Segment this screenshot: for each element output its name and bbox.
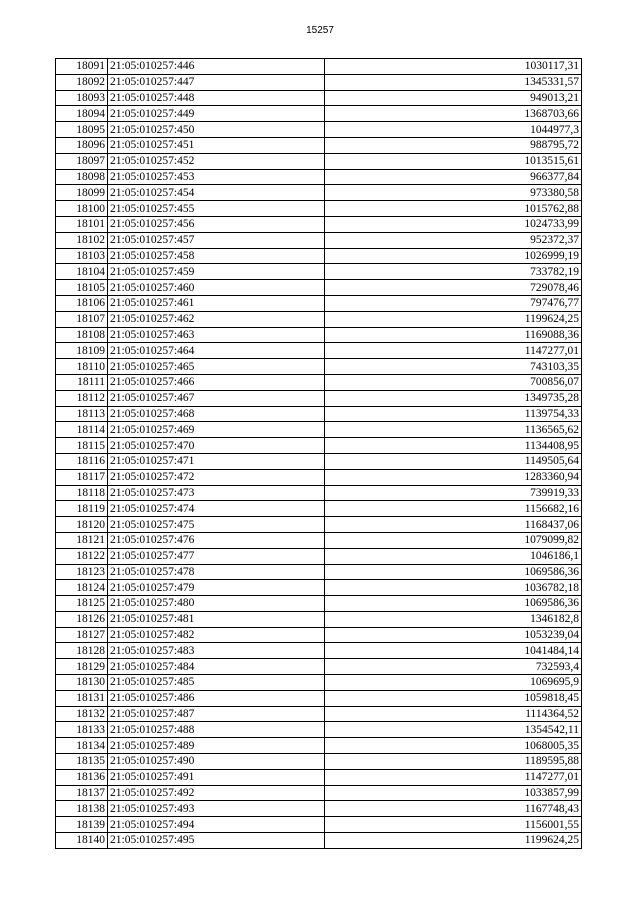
table-row <box>56 596 582 612</box>
cadastral-value-cell: 729078,46 <box>325 280 582 296</box>
table-row <box>56 406 582 422</box>
cadastral-number-cell: 21:05:010257:488 <box>108 722 325 738</box>
cadastral-value-cell: 1199624,25 <box>325 833 582 849</box>
cadastral-value-cell: 949013,21 <box>325 90 582 106</box>
cadastral-value-cell: 1169088,36 <box>325 327 582 343</box>
cadastral-number-cell: 21:05:010257:463 <box>108 327 325 343</box>
row-number-cell: 18103 <box>56 248 108 264</box>
cadastral-value-cell: 1079099,82 <box>325 532 582 548</box>
cadastral-number-cell: 21:05:010257:483 <box>108 643 325 659</box>
row-number-cell: 18109 <box>56 343 108 359</box>
table-row <box>56 754 582 770</box>
table-row <box>56 264 582 280</box>
row-number-cell: 18137 <box>56 785 108 801</box>
cadastral-number-cell: 21:05:010257:473 <box>108 485 325 501</box>
row-number-cell: 18094 <box>56 106 108 122</box>
row-number-cell: 18125 <box>56 596 108 612</box>
row-number-cell: 18101 <box>56 216 108 232</box>
cadastral-value-cell: 973380,58 <box>325 185 582 201</box>
cadastral-number-cell: 21:05:010257:460 <box>108 280 325 296</box>
cadastral-number-cell: 21:05:010257:469 <box>108 422 325 438</box>
table-row <box>56 90 582 106</box>
row-number-cell: 18126 <box>56 611 108 627</box>
row-number-cell: 18121 <box>56 532 108 548</box>
cadastral-number-cell: 21:05:010257:479 <box>108 580 325 596</box>
cadastral-value-table <box>55 58 582 849</box>
cadastral-number-cell: 21:05:010257:478 <box>108 564 325 580</box>
row-number-cell: 18092 <box>56 74 108 90</box>
cadastral-value-cell: 1030117,31 <box>325 59 582 75</box>
row-number-cell: 18093 <box>56 90 108 106</box>
row-number-cell: 18097 <box>56 153 108 169</box>
cadastral-number-cell: 21:05:010257:493 <box>108 801 325 817</box>
table-row <box>56 169 582 185</box>
table-row <box>56 580 582 596</box>
row-number-cell: 18135 <box>56 754 108 770</box>
cadastral-number-cell: 21:05:010257:491 <box>108 769 325 785</box>
table-row <box>56 564 582 580</box>
cadastral-value-cell: 1346182,8 <box>325 611 582 627</box>
cadastral-value-cell: 1167748,43 <box>325 801 582 817</box>
cadastral-number-cell: 21:05:010257:456 <box>108 216 325 232</box>
cadastral-number-cell: 21:05:010257:492 <box>108 785 325 801</box>
row-number-cell: 18100 <box>56 201 108 217</box>
table-row <box>56 453 582 469</box>
cadastral-number-cell: 21:05:010257:484 <box>108 659 325 675</box>
cadastral-number-cell: 21:05:010257:495 <box>108 833 325 849</box>
table-row <box>56 216 582 232</box>
cadastral-number-cell: 21:05:010257:466 <box>108 374 325 390</box>
cadastral-number-cell: 21:05:010257:467 <box>108 390 325 406</box>
cadastral-value-cell: 1046186,1 <box>325 548 582 564</box>
table-row <box>56 469 582 485</box>
row-number-cell: 18099 <box>56 185 108 201</box>
table-row <box>56 517 582 533</box>
table-row <box>56 59 582 75</box>
table-row <box>56 295 582 311</box>
cadastral-number-cell: 21:05:010257:476 <box>108 532 325 548</box>
table-row <box>56 122 582 138</box>
cadastral-number-cell: 21:05:010257:446 <box>108 59 325 75</box>
table-row <box>56 706 582 722</box>
row-number-cell: 18104 <box>56 264 108 280</box>
row-number-cell: 18140 <box>56 833 108 849</box>
table-row <box>56 643 582 659</box>
row-number-cell: 18102 <box>56 232 108 248</box>
row-number-cell: 18111 <box>56 374 108 390</box>
cadastral-number-cell: 21:05:010257:474 <box>108 501 325 517</box>
cadastral-value-cell: 1147277,01 <box>325 769 582 785</box>
cadastral-number-cell: 21:05:010257:457 <box>108 232 325 248</box>
table-row <box>56 311 582 327</box>
table-row <box>56 137 582 153</box>
table-row <box>56 343 582 359</box>
row-number-cell: 18133 <box>56 722 108 738</box>
cadastral-value-cell: 1033857,99 <box>325 785 582 801</box>
cadastral-value-cell: 700856,07 <box>325 374 582 390</box>
row-number-cell: 18131 <box>56 690 108 706</box>
cadastral-number-cell: 21:05:010257:459 <box>108 264 325 280</box>
row-number-cell: 18118 <box>56 485 108 501</box>
cadastral-value-cell: 1156682,16 <box>325 501 582 517</box>
table-row <box>56 801 582 817</box>
row-number-cell: 18128 <box>56 643 108 659</box>
cadastral-number-cell: 21:05:010257:468 <box>108 406 325 422</box>
cadastral-value-cell: 1345331,57 <box>325 74 582 90</box>
row-number-cell: 18132 <box>56 706 108 722</box>
row-number-cell: 18106 <box>56 295 108 311</box>
cadastral-value-cell: 1068005,35 <box>325 738 582 754</box>
row-number-cell: 18119 <box>56 501 108 517</box>
table-row <box>56 374 582 390</box>
row-number-cell: 18112 <box>56 390 108 406</box>
row-number-cell: 18107 <box>56 311 108 327</box>
cadastral-value-cell: 1168437,06 <box>325 517 582 533</box>
cadastral-value-cell: 1069586,36 <box>325 564 582 580</box>
row-number-cell: 18127 <box>56 627 108 643</box>
cadastral-value-cell: 1015762,88 <box>325 201 582 217</box>
table-row <box>56 532 582 548</box>
cadastral-value-cell: 988795,72 <box>325 137 582 153</box>
table-row <box>56 327 582 343</box>
table-row <box>56 722 582 738</box>
cadastral-value-cell: 966377,84 <box>325 169 582 185</box>
cadastral-value-cell: 1036782,18 <box>325 580 582 596</box>
cadastral-value-cell: 1041484,14 <box>325 643 582 659</box>
cadastral-value-cell: 1134408,95 <box>325 438 582 454</box>
cadastral-number-cell: 21:05:010257:489 <box>108 738 325 754</box>
row-number-cell: 18138 <box>56 801 108 817</box>
row-number-cell: 18117 <box>56 469 108 485</box>
row-number-cell: 18120 <box>56 517 108 533</box>
cadastral-number-cell: 21:05:010257:464 <box>108 343 325 359</box>
row-number-cell: 18114 <box>56 422 108 438</box>
row-number-cell: 18139 <box>56 817 108 833</box>
row-number-cell: 18136 <box>56 769 108 785</box>
cadastral-value-cell: 1024733,99 <box>325 216 582 232</box>
cadastral-value-cell: 1069586,36 <box>325 596 582 612</box>
cadastral-number-cell: 21:05:010257:481 <box>108 611 325 627</box>
table-row <box>56 785 582 801</box>
cadastral-value-cell: 1069695,9 <box>325 675 582 691</box>
table-row <box>56 675 582 691</box>
cadastral-value-cell: 743103,35 <box>325 359 582 375</box>
row-number-cell: 18116 <box>56 453 108 469</box>
cadastral-value-cell: 1156001,55 <box>325 817 582 833</box>
cadastral-number-cell: 21:05:010257:458 <box>108 248 325 264</box>
row-number-cell: 18124 <box>56 580 108 596</box>
table-row <box>56 359 582 375</box>
cadastral-value-cell: 1199624,25 <box>325 311 582 327</box>
table-row <box>56 690 582 706</box>
row-number-cell: 18129 <box>56 659 108 675</box>
cadastral-number-cell: 21:05:010257:447 <box>108 74 325 90</box>
table-row <box>56 232 582 248</box>
cadastral-number-cell: 21:05:010257:453 <box>108 169 325 185</box>
table-row <box>56 248 582 264</box>
cadastral-number-cell: 21:05:010257:454 <box>108 185 325 201</box>
table-row <box>56 185 582 201</box>
cadastral-value-cell: 1368703,66 <box>325 106 582 122</box>
table-row <box>56 611 582 627</box>
cadastral-value-cell: 1147277,01 <box>325 343 582 359</box>
table-row <box>56 738 582 754</box>
row-number-cell: 18095 <box>56 122 108 138</box>
cadastral-number-cell: 21:05:010257:482 <box>108 627 325 643</box>
cadastral-value-cell: 952372,37 <box>325 232 582 248</box>
cadastral-number-cell: 21:05:010257:451 <box>108 137 325 153</box>
cadastral-number-cell: 21:05:010257:448 <box>108 90 325 106</box>
table-row <box>56 833 582 849</box>
cadastral-number-cell: 21:05:010257:487 <box>108 706 325 722</box>
table-body <box>56 59 582 849</box>
cadastral-value-cell: 1053239,04 <box>325 627 582 643</box>
table-row <box>56 627 582 643</box>
table-row <box>56 548 582 564</box>
cadastral-number-cell: 21:05:010257:455 <box>108 201 325 217</box>
cadastral-value-cell: 1136565,62 <box>325 422 582 438</box>
cadastral-number-cell: 21:05:010257:461 <box>108 295 325 311</box>
cadastral-value-cell: 733782,19 <box>325 264 582 280</box>
table-row <box>56 422 582 438</box>
row-number-cell: 18096 <box>56 137 108 153</box>
row-number-cell: 18091 <box>56 59 108 75</box>
cadastral-number-cell: 21:05:010257:486 <box>108 690 325 706</box>
cadastral-number-cell: 21:05:010257:485 <box>108 675 325 691</box>
table-row <box>56 280 582 296</box>
cadastral-number-cell: 21:05:010257:475 <box>108 517 325 533</box>
cadastral-value-cell: 1283360,94 <box>325 469 582 485</box>
cadastral-value-cell: 797476,77 <box>325 295 582 311</box>
cadastral-value-cell: 1189595,88 <box>325 754 582 770</box>
row-number-cell: 18123 <box>56 564 108 580</box>
cadastral-number-cell: 21:05:010257:477 <box>108 548 325 564</box>
cadastral-value-cell: 1114364,52 <box>325 706 582 722</box>
cadastral-value-cell: 1149505,64 <box>325 453 582 469</box>
cadastral-number-cell: 21:05:010257:452 <box>108 153 325 169</box>
cadastral-number-cell: 21:05:010257:471 <box>108 453 325 469</box>
table-row <box>56 74 582 90</box>
cadastral-number-cell: 21:05:010257:462 <box>108 311 325 327</box>
row-number-cell: 18115 <box>56 438 108 454</box>
table-row <box>56 769 582 785</box>
row-number-cell: 18108 <box>56 327 108 343</box>
row-number-cell: 18105 <box>56 280 108 296</box>
cadastral-value-cell: 1059818,45 <box>325 690 582 706</box>
cadastral-value-cell: 1354542,11 <box>325 722 582 738</box>
cadastral-number-cell: 21:05:010257:494 <box>108 817 325 833</box>
table-row <box>56 659 582 675</box>
table-row <box>56 817 582 833</box>
table-row <box>56 153 582 169</box>
cadastral-number-cell: 21:05:010257:465 <box>108 359 325 375</box>
cadastral-value-cell: 732593,4 <box>325 659 582 675</box>
cadastral-number-cell: 21:05:010257:472 <box>108 469 325 485</box>
row-number-cell: 18098 <box>56 169 108 185</box>
table-row <box>56 106 582 122</box>
table-row <box>56 390 582 406</box>
cadastral-value-cell: 1044977,3 <box>325 122 582 138</box>
cadastral-number-cell: 21:05:010257:490 <box>108 754 325 770</box>
cadastral-value-cell: 1013515,61 <box>325 153 582 169</box>
cadastral-number-cell: 21:05:010257:480 <box>108 596 325 612</box>
row-number-cell: 18113 <box>56 406 108 422</box>
table-row <box>56 501 582 517</box>
cadastral-number-cell: 21:05:010257:450 <box>108 122 325 138</box>
page-number: 15257 <box>306 25 334 36</box>
table-row <box>56 485 582 501</box>
row-number-cell: 18122 <box>56 548 108 564</box>
row-number-cell: 18134 <box>56 738 108 754</box>
cadastral-value-cell: 1349735,28 <box>325 390 582 406</box>
row-number-cell: 18130 <box>56 675 108 691</box>
table-row <box>56 438 582 454</box>
row-number-cell: 18110 <box>56 359 108 375</box>
cadastral-value-cell: 1026999,19 <box>325 248 582 264</box>
cadastral-number-cell: 21:05:010257:449 <box>108 106 325 122</box>
table-row <box>56 201 582 217</box>
cadastral-number-cell: 21:05:010257:470 <box>108 438 325 454</box>
cadastral-value-cell: 739919,33 <box>325 485 582 501</box>
cadastral-value-cell: 1139754,33 <box>325 406 582 422</box>
